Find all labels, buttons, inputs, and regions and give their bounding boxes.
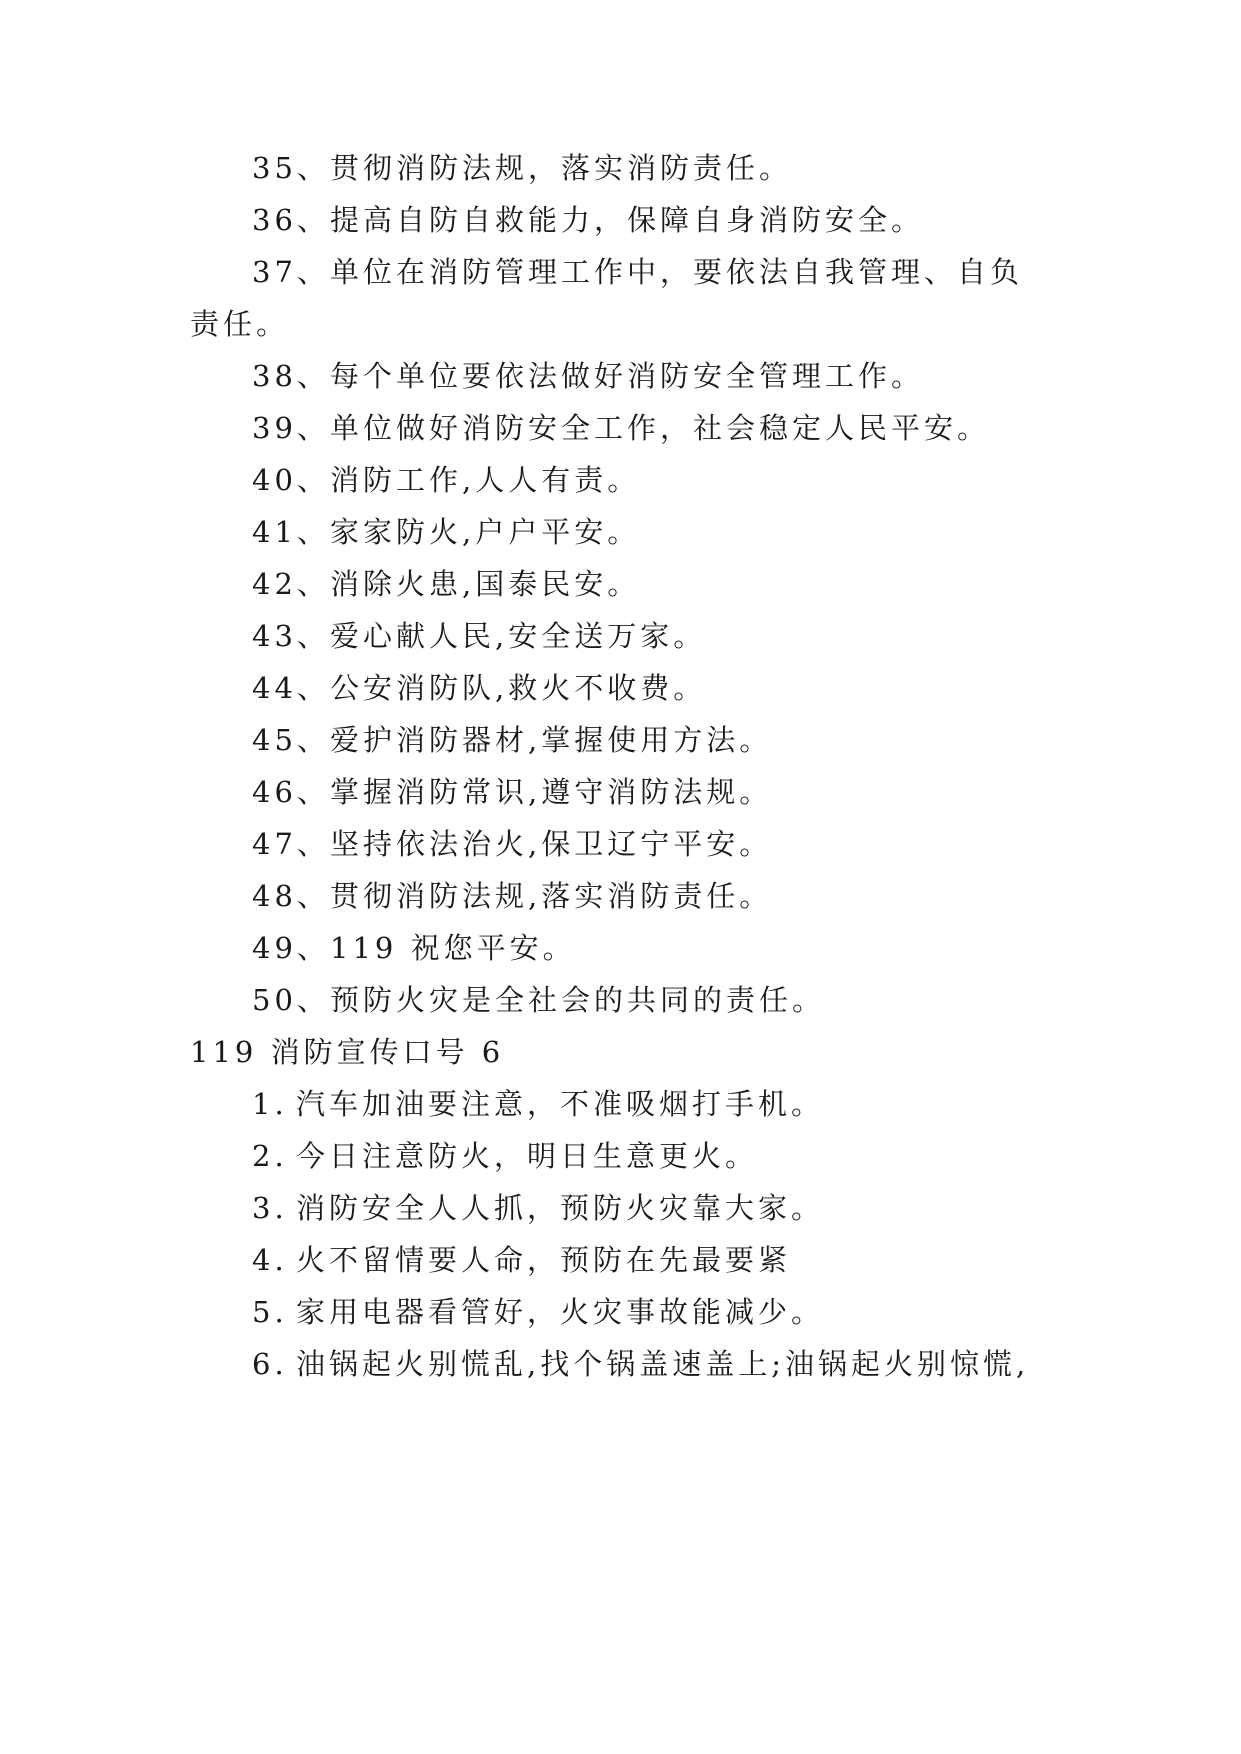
- item-number: 42、: [252, 567, 330, 601]
- item-text: 家家防火,户户平安。: [330, 515, 641, 549]
- item-text: 掌握消防常识,遵守消防法规。: [330, 775, 773, 809]
- item-text: 责任。: [190, 307, 290, 341]
- item-text: 汽车加油要注意，不准吸烟打手机。: [296, 1087, 825, 1121]
- list-item: [190, 1240, 1112, 1280]
- list-item: [190, 408, 1112, 448]
- list-item: [190, 824, 1112, 864]
- list-item: [190, 1292, 1112, 1332]
- item-text: 家用电器看管好，火灾事故能减少。: [296, 1295, 825, 1329]
- list-item: [190, 1188, 1112, 1228]
- list-item: [190, 512, 1112, 552]
- list-item: [190, 876, 1112, 916]
- list-item: [190, 980, 1112, 1020]
- list-item: [190, 356, 1112, 396]
- section-heading: 119 消防宣传口号 6: [190, 1035, 505, 1069]
- item-text: 消防工作,人人有责。: [330, 463, 641, 497]
- item-number: 2.: [252, 1139, 288, 1173]
- list-item: [190, 1344, 1112, 1384]
- list-item: [190, 928, 1112, 968]
- item-number: 38、: [252, 359, 330, 393]
- list-item: [190, 148, 1112, 188]
- item-number: 4.: [252, 1243, 288, 1277]
- list-item-continuation: [190, 304, 1050, 344]
- list-item: [190, 616, 1112, 656]
- item-text: 爱心献人民,安全送万家。: [330, 619, 707, 653]
- item-text: 单位做好消防安全工作，社会稳定人民平安。: [330, 411, 991, 445]
- item-number: 37、: [252, 255, 330, 289]
- item-text: 贯彻消防法规,落实消防责任。: [330, 879, 773, 913]
- item-text: 预防火灾是全社会的共同的责任。: [330, 983, 826, 1017]
- item-text: 油锅起火别慌乱,找个锅盖速盖上;油锅起火别惊慌,: [296, 1347, 1030, 1381]
- item-number: 35、: [252, 151, 330, 185]
- item-text: 坚持依法治火,保卫辽宁平安。: [330, 827, 773, 861]
- item-number: 43、: [252, 619, 330, 653]
- item-text: 单位在消防管理工作中，要依法自我管理、自负: [330, 255, 1024, 289]
- list-item: [190, 1084, 1112, 1124]
- item-text: 每个单位要依法做好消防安全管理工作。: [330, 359, 925, 393]
- item-number: 40、: [252, 463, 330, 497]
- item-text: 消防安全人人抓，预防火灾靠大家。: [296, 1191, 825, 1225]
- item-number: 3.: [252, 1191, 288, 1225]
- item-number: 44、: [252, 671, 330, 705]
- item-number: 50、: [252, 983, 330, 1017]
- item-number: 39、: [252, 411, 330, 445]
- item-text: 爱护消防器材,掌握使用方法。: [330, 723, 773, 757]
- item-number: 48、: [252, 879, 330, 913]
- item-text: 贯彻消防法规，落实消防责任。: [330, 151, 793, 185]
- item-text: 今日注意防火，明日生意更火。: [296, 1139, 759, 1173]
- list-item: [190, 252, 1112, 292]
- item-number: 6.: [252, 1347, 288, 1381]
- item-text: 消除火患,国泰民安。: [330, 567, 641, 601]
- list-item: [190, 460, 1112, 500]
- item-number: 5.: [252, 1295, 288, 1329]
- list-item: [190, 772, 1112, 812]
- item-number: 49、: [252, 931, 330, 965]
- item-number: 47、: [252, 827, 330, 861]
- list-item: [190, 1136, 1112, 1176]
- item-number: 41、: [252, 515, 330, 549]
- list-item: [190, 564, 1112, 604]
- item-number: 46、: [252, 775, 330, 809]
- list-item: [190, 720, 1112, 760]
- item-text: 火不留情要人命，预防在先最要紧: [296, 1243, 792, 1277]
- item-number: 45、: [252, 723, 330, 757]
- item-text: 119 祝您平安。: [330, 931, 576, 965]
- list-item: [190, 200, 1112, 240]
- item-number: 1.: [252, 1087, 288, 1121]
- list-item: [190, 668, 1112, 708]
- item-number: 36、: [252, 203, 330, 237]
- item-text: 提高自防自救能力，保障自身消防安全。: [330, 203, 925, 237]
- item-text: 公安消防队,救火不收费。: [330, 671, 707, 705]
